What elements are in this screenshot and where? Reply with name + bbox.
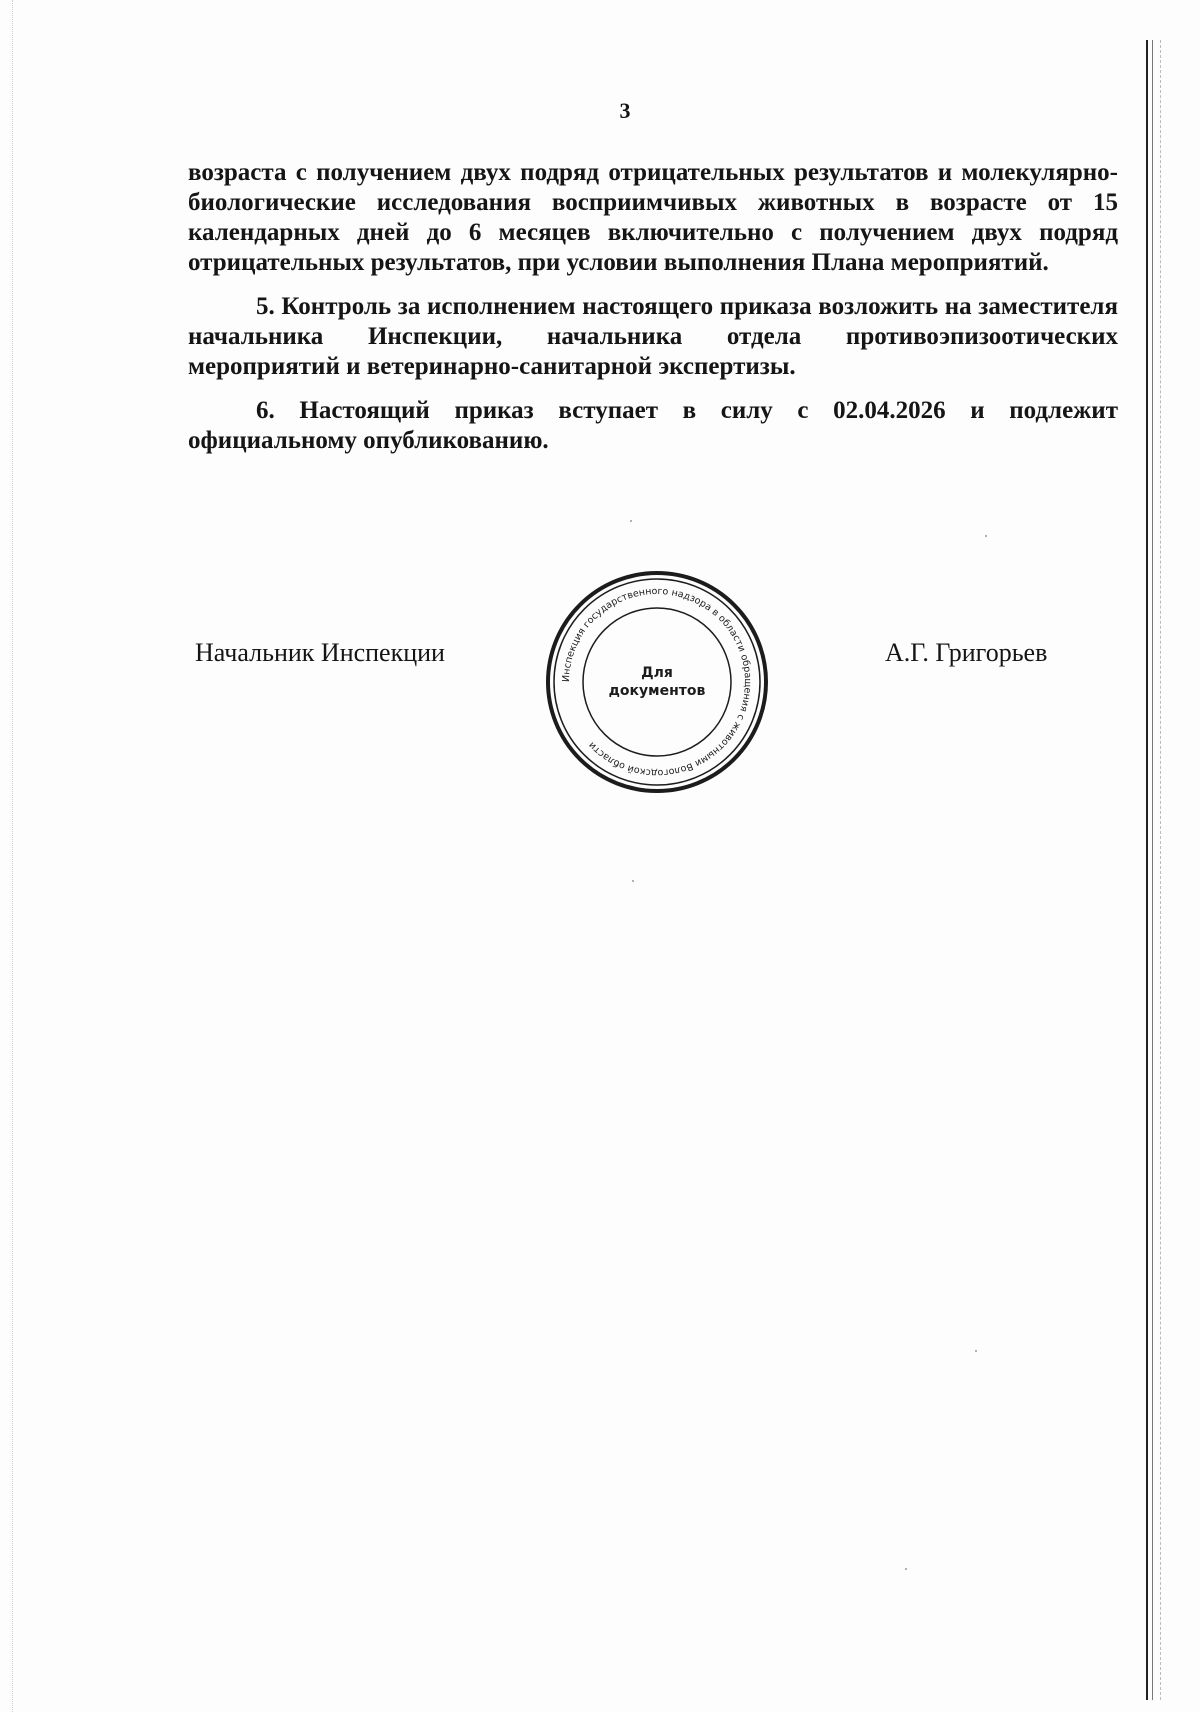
page-number: 3 <box>619 98 631 123</box>
scan-edge-right-faint <box>1160 40 1161 1700</box>
paragraph-continuation: возраста с получением двух подряд отрицательных результатов и молекулярно-биологические исследования восприимчивых животных в возрасте от 15 календарных дней до 6 месяцев включительно с получением двух подряд отрицательных результатов, при условии выполнения Плана мероприятий. <box>188 159 1118 276</box>
scan-speck <box>630 520 632 522</box>
scan-speck <box>632 880 634 882</box>
stamp-inner-ring <box>583 608 731 756</box>
signatory-name: А.Г. Григорьев <box>885 638 1048 667</box>
scan-speck <box>985 535 987 537</box>
stamp-center-line-1: Для <box>641 665 673 681</box>
paragraph-item-6: 6. Настоящий приказ вступает в силу с 02.04.2026 и подлежит официальному опубликованию. <box>188 397 1118 454</box>
scan-edge-right <box>1146 40 1153 1700</box>
signatory-title: Начальник Инспекции <box>195 638 445 667</box>
paragraph-item-5: 5. Контроль за исполнением настоящего приказа возложить на заместителя начальника Инспекции, начальника отдела противоэпизоотических мероприятий и ветеринарно-санитарной экспертизы. <box>188 293 1118 380</box>
stamp-ring-text: Инспекция государственного надзора в области обращения с животными Вологодской области <box>560 585 754 779</box>
stamp-center-line-2: документов <box>608 683 706 699</box>
document-body <box>188 158 1118 470</box>
scan-edge-left <box>12 0 13 1712</box>
stamp-outer-ring <box>548 573 766 791</box>
stamp-second-ring <box>554 579 760 785</box>
official-stamp <box>542 567 772 797</box>
scan-speck <box>905 1568 907 1570</box>
scan-speck <box>975 1350 977 1352</box>
